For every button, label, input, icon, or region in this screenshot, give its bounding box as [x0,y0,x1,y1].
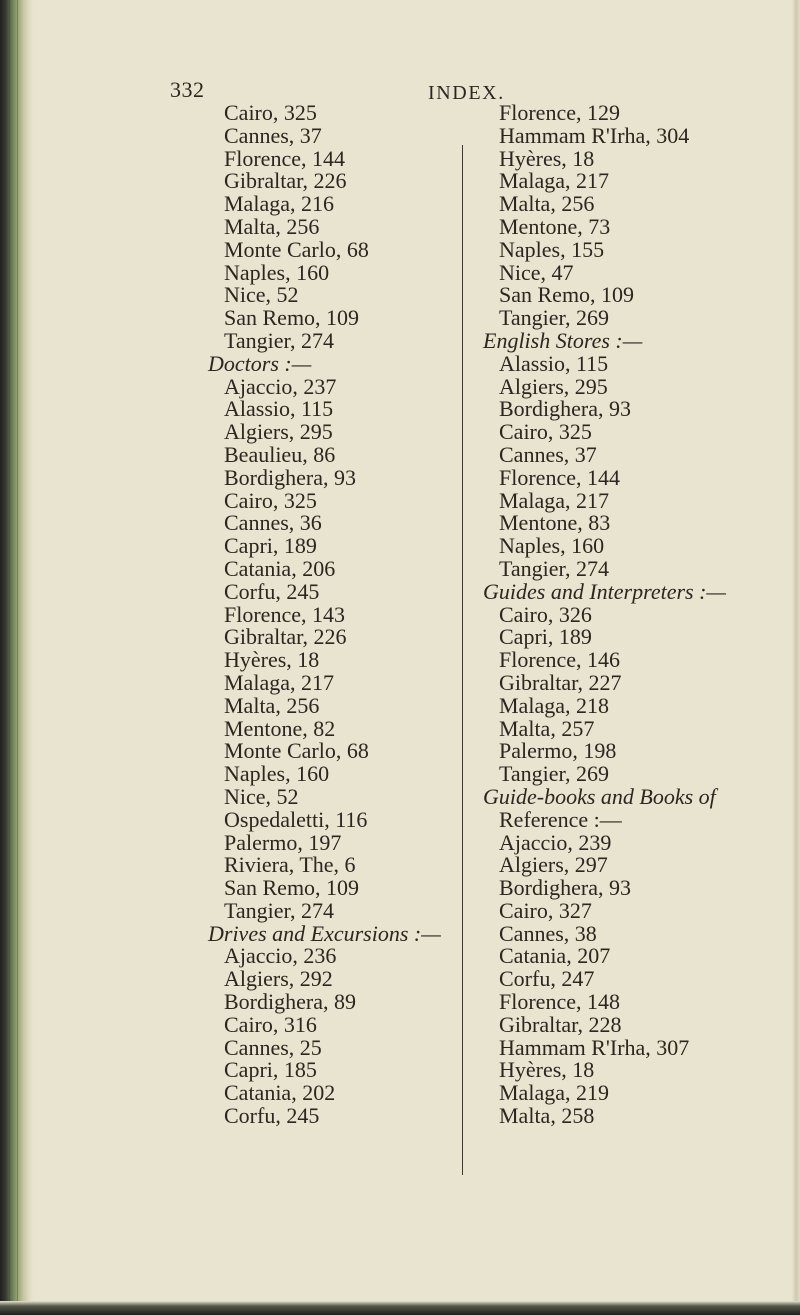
index-entry: Capri, 185 [224,1057,317,1083]
index-entry: Bordighera, 93 [499,396,631,422]
index-entry: Tangier, 269 [499,761,609,787]
index-entry: Alassio, 115 [499,350,609,376]
index-entry: San Remo, 109 [224,875,360,901]
index-heading: Guide-books and Books of [483,783,716,809]
index-entry: Malaga, 219 [499,1080,609,1106]
page-number: 332 [170,77,205,102]
index-entry: Catania, 206 [224,555,336,581]
index-entry: Gibraltar, 228 [499,1011,622,1037]
index-entry: Corfu, 245 [224,578,320,604]
index-entry: Florence, 144 [224,145,345,171]
index-entry: Naples, 155 [499,236,605,262]
index-entry: Capri, 189 [499,624,592,650]
page-bottom-shadow [0,1301,800,1315]
index-entry: Tangier, 274 [499,555,609,581]
index-entry: Monte Carlo, 68 [224,236,369,262]
index-entry: Mentone, 73 [499,213,611,239]
index-entry: Gibraltar, 226 [224,168,347,194]
index-entry: Malta, 258 [499,1103,595,1129]
index-entry: San Remo, 109 [224,305,360,331]
index-heading: Drives and Excursions :— [208,920,441,946]
index-entry: Riviera, The, 6 [224,852,356,878]
index-entry: Malaga, 217 [224,669,334,695]
index-column-left [208,102,456,1128]
index-entry: Mentone, 83 [499,510,611,536]
page-edge [792,0,800,1315]
index-entry: Ospedaletti, 116 [224,806,368,832]
index-entry: Capri, 189 [224,533,317,559]
index-entry: Corfu, 245 [224,1103,320,1129]
gutter-line [9,0,10,1315]
index-entry: Malta, 256 [499,191,595,217]
index-entry: Malta, 256 [224,213,320,239]
index-entry: Cairo, 327 [499,897,592,923]
index-entry: Bordighera, 89 [224,989,356,1015]
index-entry: Nice, 52 [224,282,299,308]
index-entry: Florence, 144 [499,464,620,490]
index-entry: Algiers, 297 [499,852,608,878]
index-entry: Florence, 146 [499,647,620,673]
index-entry: Cairo, 325 [499,419,592,445]
index-entry: Florence, 129 [499,100,620,125]
index-entry: Palermo, 197 [224,829,342,855]
index-entry: Hyères, 18 [499,1057,595,1083]
index-entry: Tangier, 274 [224,897,334,923]
index-entry: Malta, 257 [499,715,595,741]
index-entry: Cannes, 36 [224,510,322,536]
index-entry: Bordighera, 93 [224,464,356,490]
index-entry: Catania, 207 [499,943,611,969]
index-entry: Reference :— [499,806,622,832]
index-entry: Beaulieu, 86 [224,441,336,467]
index-entry: Corfu, 247 [499,966,595,992]
index-entry: Malta, 256 [224,692,320,718]
index-entry: Cannes, 37 [499,441,597,467]
index-entry: Cannes, 37 [224,122,322,148]
index-entry: Nice, 47 [499,259,574,285]
index-entry: Ajaccio, 239 [499,829,612,855]
index-entry: Algiers, 295 [224,419,333,445]
index-entry: Alassio, 115 [224,396,334,422]
index-entry: Naples, 160 [224,761,330,787]
index-entry: Algiers, 295 [499,373,608,399]
index-entry: Ajaccio, 236 [224,943,337,969]
index-entry: Tangier, 274 [224,327,334,353]
index-entry: Catania, 202 [224,1080,336,1106]
index-heading: Guides and Interpreters :— [483,578,726,604]
index-entry: Malaga, 217 [499,487,609,513]
column-divider [462,145,463,1175]
index-entry: Florence, 148 [499,989,620,1015]
running-head: INDEX. [428,82,505,104]
index-entry: Malaga, 216 [224,191,334,217]
index-entry: Cannes, 25 [224,1034,322,1060]
index-entry: Gibraltar, 226 [224,624,347,650]
index-entry: Naples, 160 [499,533,605,559]
index-entry: Hyères, 18 [499,145,595,171]
index-entry: Mentone, 82 [224,715,336,741]
index-entry: Naples, 160 [224,259,330,285]
index-entry: Palermo, 198 [499,738,617,764]
index-entry: Florence, 143 [224,601,345,627]
index-entry: Cairo, 325 [224,487,317,513]
index-entry: Malaga, 218 [499,692,609,718]
index-column-right [483,102,793,1128]
gutter-line [17,0,18,1315]
index-entry: Bordighera, 93 [499,875,631,901]
index-entry: Hyères, 18 [224,647,320,673]
index-entry: Cairo, 326 [499,601,592,627]
index-entry: Nice, 52 [224,783,299,809]
index-entry: Ajaccio, 237 [224,373,337,399]
index-entry: San Remo, 109 [499,282,635,308]
index-entry: Tangier, 269 [499,305,609,331]
index-entry: Hammam R'Irha, 307 [499,1034,690,1060]
index-entry: Algiers, 292 [224,966,333,992]
index-heading: Doctors :— [208,350,312,376]
index-entry: Gibraltar, 227 [499,669,622,695]
index-entry: Cannes, 38 [499,920,597,946]
index-entry: Cairo, 325 [224,100,317,125]
index-entry: Monte Carlo, 68 [224,738,369,764]
index-entry: Hammam R'Irha, 304 [499,122,690,148]
index-entry: Malaga, 217 [499,168,609,194]
index-entry: Cairo, 316 [224,1011,317,1037]
index-heading: English Stores :— [483,327,643,353]
